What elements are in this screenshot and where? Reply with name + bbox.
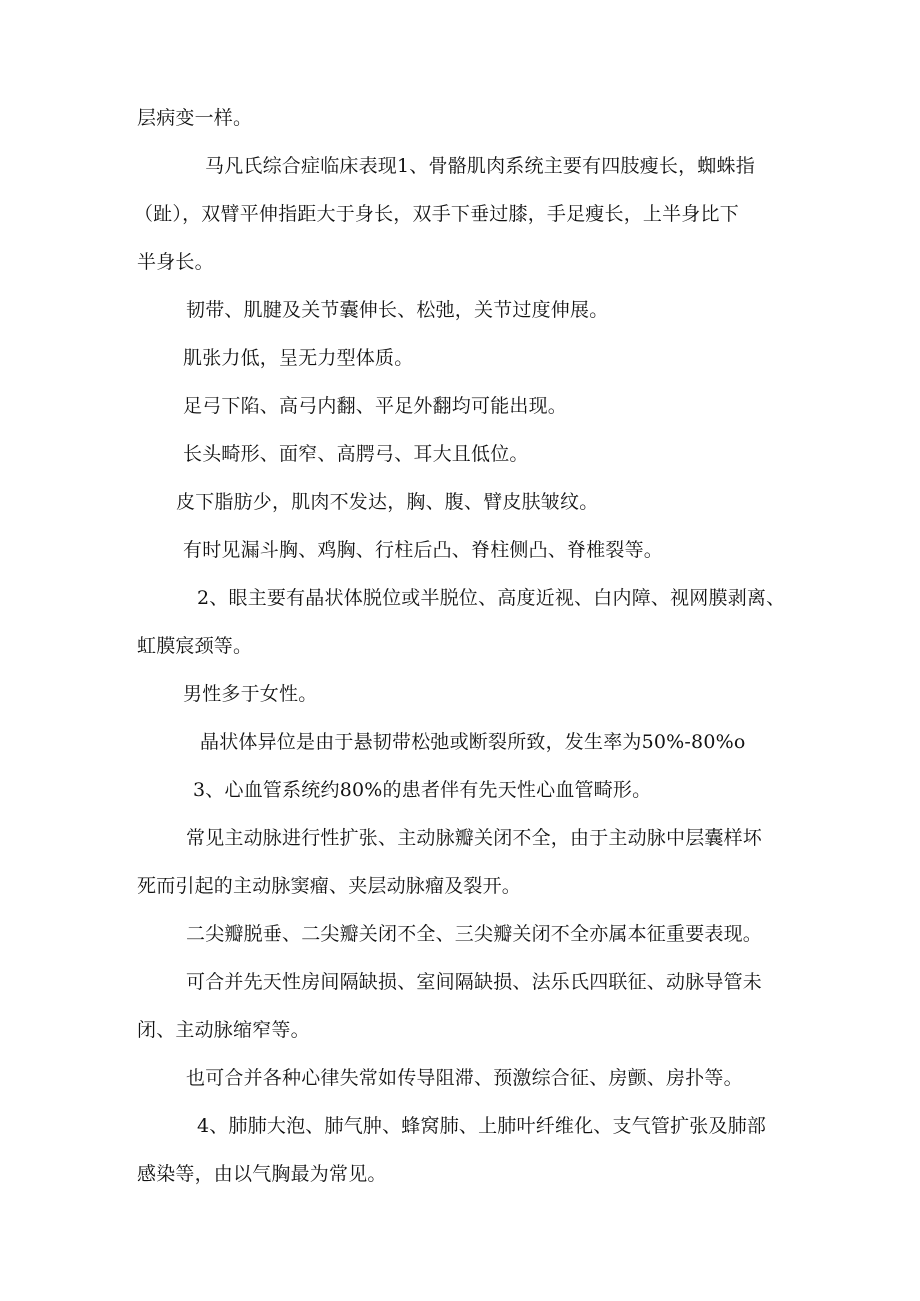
text-line: 皮下脂肪少，肌肉不发达，胸、腹、臂皮肤皱纹。 (176, 491, 599, 513)
text-line: 可合并先天性房间隔缺损、室间隔缺损、法乐氏四联征、动脉导管未 (186, 971, 763, 993)
text-line: 足弓下陷、高弓内翻、平足外翻均可能出现。 (183, 395, 568, 417)
text-line: 二尖瓣脱垂、二尖瓣关闭不全、三尖瓣关闭不全亦属本征重要表现。 (186, 923, 763, 945)
text-line: 2、眼主要有晶状体脱位或半脱位、高度近视、白内障、视网膜剥离、 (197, 587, 786, 609)
text-line: 4、肺肺大泡、肺气肿、蜂窝肺、上肺叶纤维化、支气管扩张及肺部 (197, 1115, 767, 1137)
text-line: 感染等，由以气胸最为常见。 (137, 1163, 387, 1185)
text-line: 长头畸形、面窄、高腭弓、耳大且低位。 (183, 443, 529, 465)
text-line: 死而引起的主动脉窦瘤、夹层动脉瘤及裂开。 (137, 875, 522, 897)
text-line: 常见主动脉进行性扩张、主动脉瓣关闭不全，由于主动脉中层囊样坏 (186, 827, 763, 849)
text-line: 也可合并各种心律失常如传导阻滞、预激综合征、房颤、房扑等。 (186, 1067, 743, 1089)
text-line: 肌张力低，呈无力型体质。 (183, 347, 414, 369)
text-line: 男性多于女性。 (183, 683, 318, 705)
text-line: 虹膜宸颈等。 (137, 635, 253, 657)
text-line: 马凡氏综合症临床表现1、骨骼肌肉系统主要有四肢瘦长，蜘蛛指 (205, 155, 755, 177)
text-line: 闭、主动脉缩窄等。 (137, 1019, 310, 1041)
text-line: 晶状体异位是由于悬韧带松弛或断裂所致，发生率为50%-80%o (200, 731, 746, 753)
text-line: 层病变一样。 (137, 107, 253, 129)
text-line: （趾），双臂平伸指距大于身长，双手下垂过膝，手足瘦长，上半身比下 (134, 203, 739, 225)
text-line: 3、心血管系统约80%的患者伴有先天性心血管畸形。 (193, 779, 652, 801)
text-line: 韧带、肌腱及关节囊伸长、松弛，关节过度伸展。 (186, 299, 609, 321)
text-line: 有时见漏斗胸、鸡胸、行柱后凸、脊柱侧凸、脊椎裂等。 (183, 539, 664, 561)
text-line: 半身长。 (137, 251, 214, 273)
